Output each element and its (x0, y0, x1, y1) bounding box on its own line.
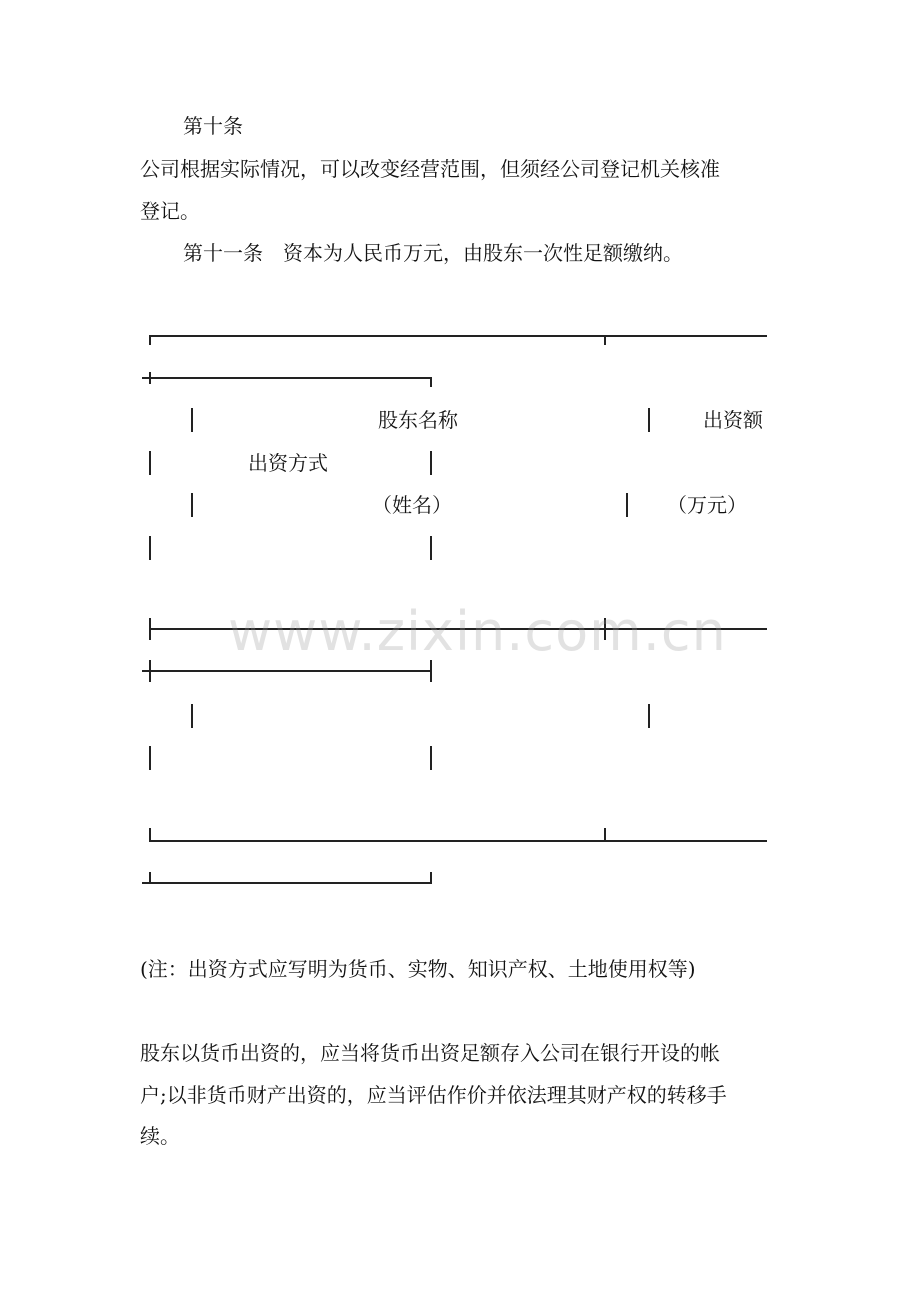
note-text: (注：出资方式应写明为货币、实物、知识产权、土地使用权等) (140, 957, 696, 981)
table-col-divider (191, 408, 193, 432)
table-col-divider (430, 536, 432, 560)
table-top-border-wrap (142, 377, 432, 379)
table-corner-bl (149, 828, 151, 840)
table-top-border (149, 335, 767, 337)
table-corner-tr-wrap (430, 377, 432, 387)
table-col-divider (149, 536, 151, 560)
table-col-divider (191, 704, 193, 728)
article-10-heading: 第十条 (183, 114, 243, 138)
table-corner-br-wrap (430, 872, 432, 884)
article-10-line-2: 登记。 (140, 199, 200, 223)
paragraph-line-1: 股东以货币出资的，应当将货币出资足额存入公司在银行开设的帐 (140, 1041, 720, 1065)
table-col-divider (430, 746, 432, 770)
table-corner-tl (149, 335, 151, 345)
table-tick-mid-left (149, 618, 151, 640)
table-tick-wrap-left (149, 372, 151, 384)
table-tick-top (604, 335, 606, 345)
paragraph-line-2: 户;以非货币财产出资的，应当评估作价并依法理其财产权的转移手 (140, 1083, 727, 1107)
table-bottom-border (149, 840, 767, 842)
table-col-divider (191, 493, 193, 517)
header-amount-sub: （万元） (667, 493, 747, 517)
table-col-divider (149, 746, 151, 770)
header-method: 出资方式 (248, 451, 328, 475)
table-row-separator-wrap (142, 670, 432, 672)
table-tick-bottom (604, 828, 606, 840)
table-col-divider (149, 451, 151, 475)
header-shareholder-name: 股东名称 (378, 408, 458, 432)
table-col-divider (648, 704, 650, 728)
watermark: www.zixin.com.cn (228, 600, 727, 663)
article-10-line-1: 公司根据实际情况，可以改变经营范围，但须经公司登记机关核准 (140, 157, 720, 181)
table-col-divider (626, 493, 628, 517)
paragraph-line-3: 续。 (140, 1124, 180, 1148)
table-bottom-border-wrap (142, 882, 432, 884)
table-tick-mid-wrap-left (149, 660, 151, 682)
table-col-divider (430, 451, 432, 475)
header-name-sub: （姓名） (372, 493, 452, 517)
header-amount: 出资额 (703, 408, 763, 432)
article-11-text: 第十一条 资本为人民币万元，由股东一次性足额缴纳。 (183, 241, 683, 265)
table-col-divider (648, 408, 650, 432)
table-tick-bottom-wrap-left (149, 872, 151, 884)
